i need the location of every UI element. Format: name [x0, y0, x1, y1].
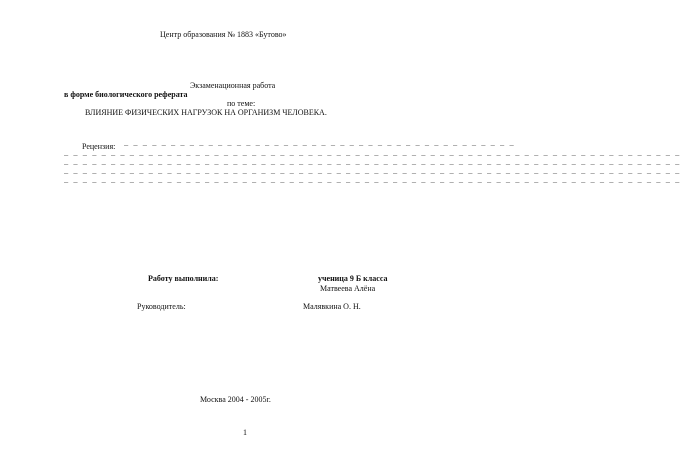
topic-prefix: по теме: [227, 99, 256, 108]
supervisor-name: Малявкина О. Н. [303, 302, 361, 311]
review-line: _ _ _ _ _ _ _ _ _ _ _ _ _ _ _ _ _ _ _ _ _ _ _ _ _ _ _ _ _ _ _ _ _ _ _ _ _ _ _ _ _ _ _ _ _ _ _ _ _ _ _ _ _ _ _ _ _ _ _ _ _ _ _ _ _ _ [64, 177, 680, 185]
review-line: _ _ _ _ _ _ _ _ _ _ _ _ _ _ _ _ _ _ _ _ _ _ _ _ _ _ _ _ _ _ _ _ _ _ _ _ _ _ _ _ _ _ [124, 140, 515, 148]
work-form-line: в форме биологического реферата [64, 90, 188, 99]
review-line: _ _ _ _ _ _ _ _ _ _ _ _ _ _ _ _ _ _ _ _ _ _ _ _ _ _ _ _ _ _ _ _ _ _ _ _ _ _ _ _ _ _ _ _ _ _ _ _ _ _ _ _ _ _ _ _ _ _ _ _ _ _ _ _ _ _ [64, 168, 680, 176]
supervisor-label: Руководитель: [137, 302, 186, 311]
author-class: ученица 9 Б класса [318, 274, 388, 283]
page-number: 1 [243, 428, 247, 437]
city-year: Москва 2004 - 2005г. [200, 395, 271, 404]
school-name: Центр образования № 1883 «Бутово» [160, 30, 287, 39]
work-type-line: Экзаменационная работа [190, 81, 276, 90]
topic-title: ВЛИЯНИЕ ФИЗИЧЕСКИХ НАГРУЗОК НА ОРГАНИЗМ ЧЕЛОВЕКА. [85, 108, 327, 117]
author-label: Работу выполнила: [148, 274, 219, 283]
review-line: _ _ _ _ _ _ _ _ _ _ _ _ _ _ _ _ _ _ _ _ _ _ _ _ _ _ _ _ _ _ _ _ _ _ _ _ _ _ _ _ _ _ _ _ _ _ _ _ _ _ _ _ _ _ _ _ _ _ _ _ _ _ _ _ _ _ [64, 150, 680, 158]
author-name: Матвеева Алёна [320, 284, 376, 293]
review-line: _ _ _ _ _ _ _ _ _ _ _ _ _ _ _ _ _ _ _ _ _ _ _ _ _ _ _ _ _ _ _ _ _ _ _ _ _ _ _ _ _ _ _ _ _ _ _ _ _ _ _ _ _ _ _ _ _ _ _ _ _ _ _ _ _ _ [64, 159, 680, 167]
review-label: Рецензия: [82, 142, 116, 151]
